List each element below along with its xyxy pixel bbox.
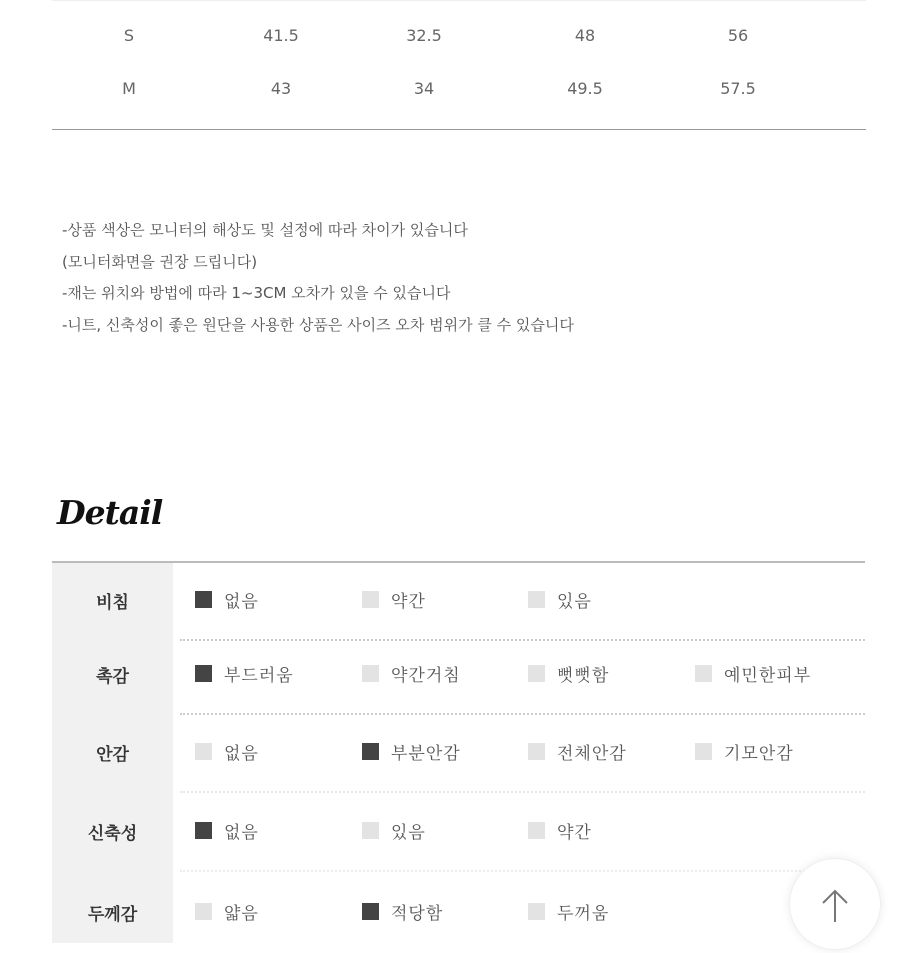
- checkbox-icon: [362, 591, 379, 608]
- option-label: 없음: [224, 822, 259, 843]
- option-label: 얇음: [224, 903, 259, 924]
- option-label: 뻣뻣함: [557, 665, 610, 686]
- option-label: 약간: [391, 591, 426, 612]
- option-item: [195, 661, 294, 685]
- note-line: -상품 색상은 모니터의 해상도 및 설정에 따라 차이가 있습니다: [62, 221, 468, 239]
- checkbox-icon: [528, 822, 545, 839]
- checkbox-icon: [528, 903, 545, 920]
- option-item: [528, 899, 609, 923]
- note-line: (모니터화면을 권장 드립니다): [62, 252, 258, 271]
- size-value: 49.5: [567, 79, 603, 98]
- option-label: 전체안감: [557, 743, 627, 764]
- row-divider: [180, 870, 865, 872]
- checkbox-icon: [362, 665, 379, 682]
- option-item: [195, 899, 259, 923]
- row-label: 촉감: [96, 667, 129, 687]
- size-row-m: [52, 79, 866, 132]
- option-label: 예민한피부: [724, 665, 812, 686]
- checkbox-icon-checked: [195, 665, 212, 682]
- checkbox-icon-checked: [195, 591, 212, 608]
- option-item: [362, 661, 461, 685]
- checkbox-icon: [528, 743, 545, 760]
- row-label: 안감: [96, 745, 129, 765]
- detail-title: Detail: [57, 493, 163, 532]
- row-label: 신축성: [87, 824, 138, 844]
- arrow-up-icon: [820, 889, 850, 923]
- detail-row-elasticity: [52, 794, 865, 872]
- option-item: [528, 661, 609, 685]
- option-label: 기모안감: [724, 743, 794, 764]
- checkbox-icon: [528, 591, 545, 608]
- option-label: 부드러움: [224, 665, 294, 686]
- option-item: [362, 739, 461, 763]
- option-label: 없음: [224, 743, 259, 764]
- option-label: 적당함: [391, 903, 444, 924]
- size-notes: [62, 215, 574, 341]
- size-label: S: [123, 26, 135, 45]
- option-label: 있음: [557, 591, 592, 612]
- size-value: 34: [413, 79, 435, 98]
- row-divider: [180, 791, 865, 793]
- scroll-to-top-button[interactable]: [789, 858, 881, 950]
- size-value: 43: [270, 79, 292, 98]
- option-item: [695, 739, 794, 763]
- option-label: 부분안감: [391, 743, 461, 764]
- size-value: 48: [574, 26, 596, 45]
- detail-row-sheerness: [52, 563, 865, 641]
- checkbox-icon: [695, 665, 712, 682]
- size-value: 57.5: [720, 79, 756, 98]
- checkbox-icon-checked: [362, 903, 379, 920]
- size-table-top-border: [52, 0, 866, 1]
- row-label: 비침: [96, 593, 129, 613]
- option-item: [528, 818, 592, 842]
- option-item: [695, 661, 811, 685]
- detail-row-lining: [52, 715, 865, 793]
- option-label: 약간: [557, 822, 592, 843]
- checkbox-icon-checked: [362, 743, 379, 760]
- checkbox-icon-checked: [195, 822, 212, 839]
- option-item: [528, 587, 592, 611]
- size-value: 56: [727, 26, 749, 45]
- note-line: -니트, 신축성이 좋은 원단을 사용한 상품은 사이즈 오차 범위가 클 수 있습니다: [62, 315, 574, 334]
- option-label: 있음: [391, 822, 426, 843]
- option-item: [528, 739, 627, 763]
- detail-row-texture: [52, 637, 865, 715]
- detail-row-thickness: [52, 875, 865, 953]
- checkbox-icon: [695, 743, 712, 760]
- detail-table: [52, 561, 865, 943]
- option-label: 두꺼움: [557, 903, 610, 924]
- checkbox-icon: [195, 743, 212, 760]
- option-item: [362, 899, 443, 923]
- size-value: 41.5: [263, 26, 299, 45]
- option-item: [195, 739, 259, 763]
- option-item: [195, 587, 259, 611]
- note-line: -재는 위치와 방법에 따라 1~3CM 오차가 있을 수 있습니다: [62, 284, 451, 302]
- checkbox-icon: [528, 665, 545, 682]
- option-label: 약간거침: [391, 665, 461, 686]
- size-table: [52, 0, 866, 130]
- row-label: 두께감: [87, 905, 138, 925]
- option-item: [362, 587, 426, 611]
- checkbox-icon: [362, 822, 379, 839]
- size-row-s: [52, 26, 866, 79]
- size-value: 32.5: [406, 26, 442, 45]
- size-label: M: [122, 79, 136, 98]
- checkbox-icon: [195, 903, 212, 920]
- option-item: [362, 818, 426, 842]
- option-label: 없음: [224, 591, 259, 612]
- option-item: [195, 818, 259, 842]
